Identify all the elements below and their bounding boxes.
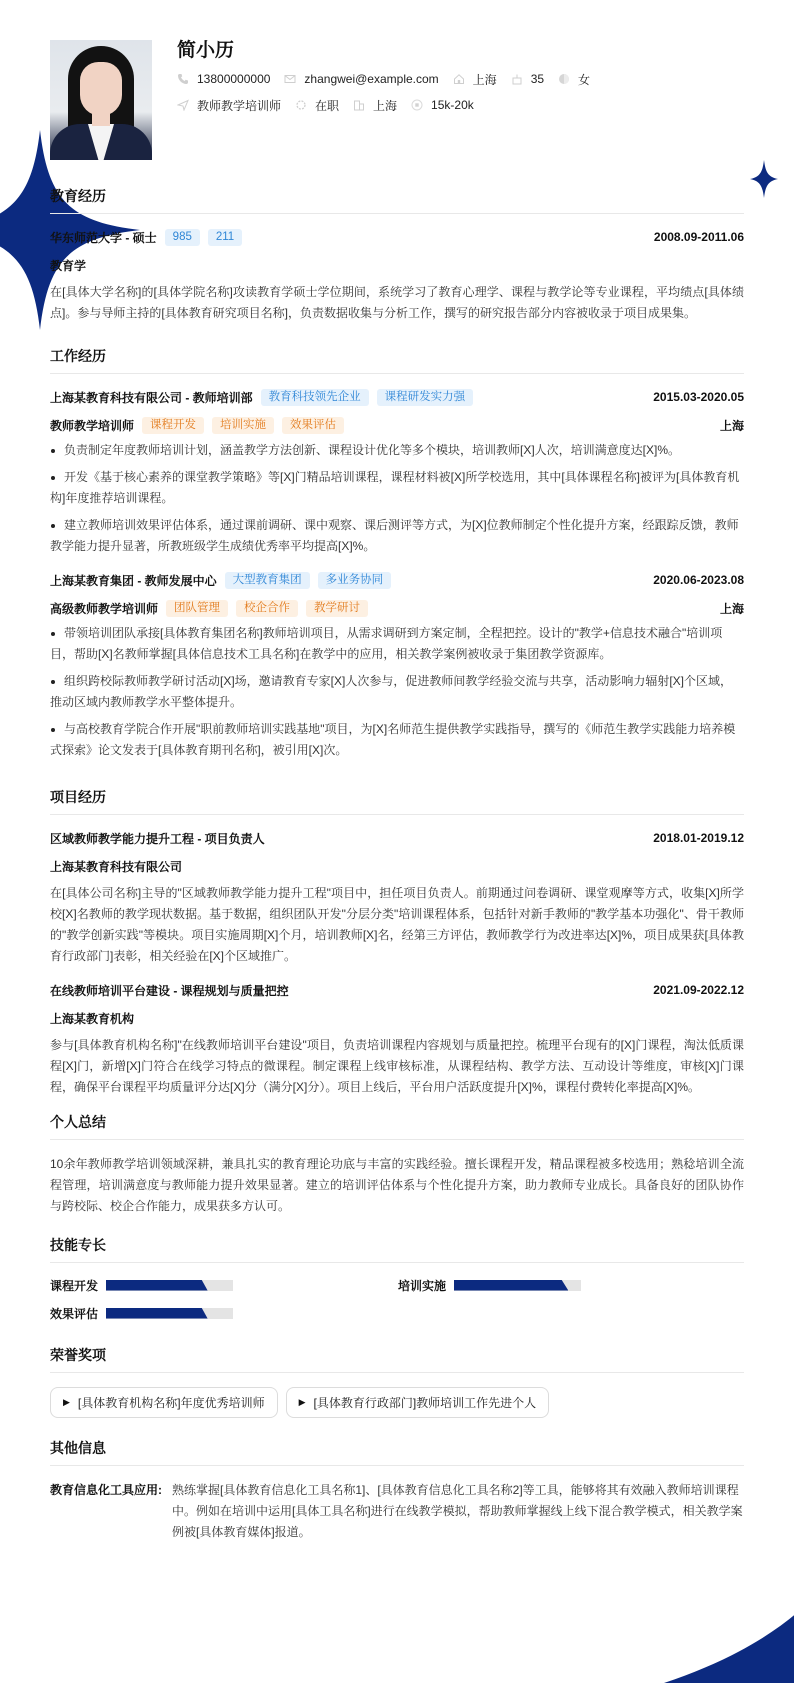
duty-item: 开发《基于核心素养的课堂教学策略》等[X]门精品培训课程，课程材料被[X]所学校选用，其中[具体课程名称]被评为[具体教育机构]年度推荐培训课程。 [50, 467, 744, 509]
job-intent-row [177, 96, 604, 114]
duty-item: 组织跨校际教师教学研讨活动[X]场，邀请教育专家[X]人次参与，促进教师间教学经验交流与共享，活动影响力辐射[X]个区域，推动区域内教师教学水平整体提升。 [50, 671, 744, 713]
skill-name: 效果评估 [50, 1306, 99, 1321]
summary-text: 10余年教师教学培训领域深耕，兼具扎实的教育理论功底与丰富的实践经验。擅长课程开发，精品课程被多校选用；熟稔培训全流程管理，培训满意度与教师能力提升效果显著。建立的培训评估体系与个性化提升方案，助力教师专业成长。具备良好的团队协作与跨校际、校企合作能力，成果获多方认可。 [50, 1157, 744, 1213]
triangle-bullet-icon: ▶ [298, 1397, 306, 1407]
skill-item [50, 1277, 398, 1293]
duty-item: 与高校教育学院合作开展"职前教师培训实践基地"项目，为[X]名师范生提供教学实践指导，撰写的《师范生教学实践能力培养模式探索》论文发表于[具体教育期刊名称]，被引用[X]次。 [50, 719, 744, 761]
company-name: 上海某教育集团 - 教师发展中心 [50, 573, 217, 588]
company-tag: 教育科技领先企业 [261, 389, 369, 406]
duty-item: 建立教师培训效果评估体系，通过课前调研、课中观察、课后测评等方式，为[X]位教师制定个性化提升方案，经跟踪反馈，教师教学能力提升显著，所教班级学生成绩优秀率平均提高[X]%。 [50, 515, 744, 557]
target-city-item: 上海 [353, 97, 397, 114]
school-tag: 211 [208, 229, 242, 246]
contact-row [177, 70, 604, 88]
major: 教育学 [50, 258, 87, 273]
role-tag: 校企合作 [236, 600, 298, 617]
work-entry [50, 388, 744, 557]
phone-icon [177, 73, 189, 85]
awards-list [50, 1387, 744, 1418]
skill-bar [106, 1280, 233, 1291]
project-description: 在[具体公司名称]主导的"区域教师教学能力提升工程"项目中，担任项目负责人。前期通过问卷调研、课堂观摩等方式，收集[X]所学校[X]名教师的教学现状数据。基于数据，组织团队开发"分层分类"培训课程体系，包括针对新手教师的"教学基本功强化"、骨干教师的"教学创新实践"等模块。项目实施周期[X]个月，培训教师[X]名，经第三方评估，教师教学行为改进率达[X]%，项目成果获[具体教育行政部门]表彰，相关经验在[X]个区域推广。 [50, 886, 744, 963]
project-description: 参与[具体教育机构名称]"在线教师培训平台建设"项目，负责培训课程内容规划与质量把控。梳理平台现有的[X]门课程，淘汰低质课程[X]门，新增[X]门符合在线学习特点的微课程。制定课程上线审核标准，从课程结构、教学方法、互动设计等维度，审核[X]门课程，确保平台课程平均质量评分达[X]分（满分[X]分）。项目上线后，平台用户活跃度提升[X]%，课程付费转化率提高[X]%。 [50, 1038, 744, 1094]
role-tag: 培训实施 [212, 417, 274, 434]
project-name: 区域教师教学能力提升工程 - 项目负责人 [50, 831, 265, 846]
work-section [50, 346, 744, 761]
company-name: 上海某教育科技有限公司 - 教师培训部 [50, 390, 253, 405]
employment-status-item: 在职 [295, 97, 339, 114]
work-location: 上海 [719, 418, 744, 433]
skill-item [398, 1277, 746, 1293]
project-name: 在线教师培训平台建设 - 课程规划与质量把控 [50, 983, 289, 998]
section-title: 工作经历 [50, 346, 744, 374]
skill-item [50, 1305, 398, 1321]
project-date: 2018.01-2019.12 [653, 831, 744, 845]
role-tag: 课程开发 [142, 417, 204, 434]
age-item: 35 [511, 72, 544, 86]
project-date: 2021.09-2022.12 [653, 983, 744, 997]
phone-item: 13800000000 [177, 72, 270, 86]
company-tag: 大型教育集团 [225, 572, 310, 589]
target-job-item: 教师教学培训师 [177, 97, 281, 114]
skill-bar [454, 1280, 581, 1291]
section-title: 其他信息 [50, 1438, 744, 1466]
other-item [50, 1480, 744, 1543]
other-section [50, 1438, 744, 1543]
work-date: 2020.06-2023.08 [653, 573, 744, 587]
awards-section [50, 1345, 744, 1418]
skill-name: 课程开发 [50, 1278, 99, 1293]
projects-section [50, 787, 744, 1098]
other-label: 教育信息化工具应用: [50, 1483, 162, 1497]
work-entry [50, 571, 744, 761]
education-section [50, 186, 744, 324]
skills-section [50, 1235, 744, 1321]
skill-bar [106, 1308, 233, 1319]
project-org: 上海某教育机构 [50, 1011, 135, 1026]
email-item: zhangwei@example.com [284, 72, 438, 86]
basic-info [177, 40, 604, 160]
other-text: 熟练掌握[具体教育信息化工具名称1]、[具体教育信息化工具名称2]等工具，能够将其有效融入教师培训课程中。例如在培训中运用[具体工具名称]进行在线教学模拟，帮助教师掌握线上线下混合教学模式，相关教学案例被[具体教育媒体]报道。 [172, 1483, 743, 1539]
company-tag: 多业务协同 [318, 572, 392, 589]
home-icon [453, 73, 465, 85]
section-title: 项目经历 [50, 787, 744, 815]
school-tag: 985 [165, 229, 200, 246]
work-date: 2015.03-2020.05 [653, 390, 744, 404]
skills-grid [50, 1277, 744, 1321]
project-entry [50, 981, 744, 1098]
salary-icon [411, 99, 423, 111]
section-title: 技能专长 [50, 1235, 744, 1263]
role-tag: 效果评估 [282, 417, 344, 434]
gender-item: 女 [558, 71, 590, 88]
role-tag: 团队管理 [166, 600, 228, 617]
role-tag: 教学研讨 [306, 600, 368, 617]
gender-icon [558, 73, 570, 85]
skill-name: 培训实施 [398, 1278, 447, 1293]
resume-header [50, 40, 744, 160]
summary-section [50, 1112, 744, 1217]
company-tag: 课程研发实力强 [377, 389, 474, 406]
school-name: 华东师范大学 - 硕士 [50, 230, 157, 245]
section-title: 荣誉奖项 [50, 1345, 744, 1373]
job-role: 高级教师教学培训师 [50, 601, 159, 616]
salary-item: 15k-20k [411, 98, 474, 112]
section-title: 个人总结 [50, 1112, 744, 1140]
mail-icon [284, 73, 296, 85]
duty-item: 带领培训团队承接[具体教育集团名称]教师培训项目，从需求调研到方案定制，全程把控。设计的"教学+信息技术融合"培训项目，帮助[X]名教师掌握[具体信息技术工具名称]在教学中的应用，相关教学案例被收录于集团教学资源库。 [50, 623, 744, 665]
hometown-item: 上海 [453, 71, 497, 88]
triangle-bullet-icon: ▶ [63, 1397, 70, 1407]
project-entry [50, 829, 744, 967]
work-duties [50, 440, 744, 557]
status-icon [295, 99, 307, 111]
work-duties [50, 623, 744, 761]
section-title: 教育经历 [50, 186, 744, 214]
job-role: 教师教学培训师 [50, 418, 135, 433]
age-icon [511, 73, 523, 85]
project-org: 上海某教育科技有限公司 [50, 859, 183, 874]
duty-item: 负责制定年度教师培训计划，涵盖教学方法创新、课程设计优化等多个模块，培训教师[X]人次，培训满意度达[X]%。 [50, 440, 744, 461]
award-item: ▶ [具体教育机构名称]年度优秀培训师 [50, 1387, 278, 1418]
work-location: 上海 [719, 601, 744, 616]
city-icon [353, 99, 365, 111]
profile-photo [50, 40, 152, 160]
education-description: 在[具体大学名称]的[具体学院名称]攻读教育学硕士学位期间，系统学习了教育心理学、课程与教学论等专业课程，平均绩点[具体绩点]。参与导师主持的[具体教育研究项目名称]，负责数据收集与分析工作，撰写的研究报告部分内容被收录于项目成果集。 [50, 285, 744, 320]
education-date: 2008.09-2011.06 [653, 230, 744, 244]
award-item: ▶ [具体教育行政部门]教师培训工作先进个人 [286, 1387, 550, 1418]
education-entry [50, 228, 744, 324]
job-target-icon [177, 99, 189, 111]
candidate-name: 简小历 [177, 40, 235, 61]
